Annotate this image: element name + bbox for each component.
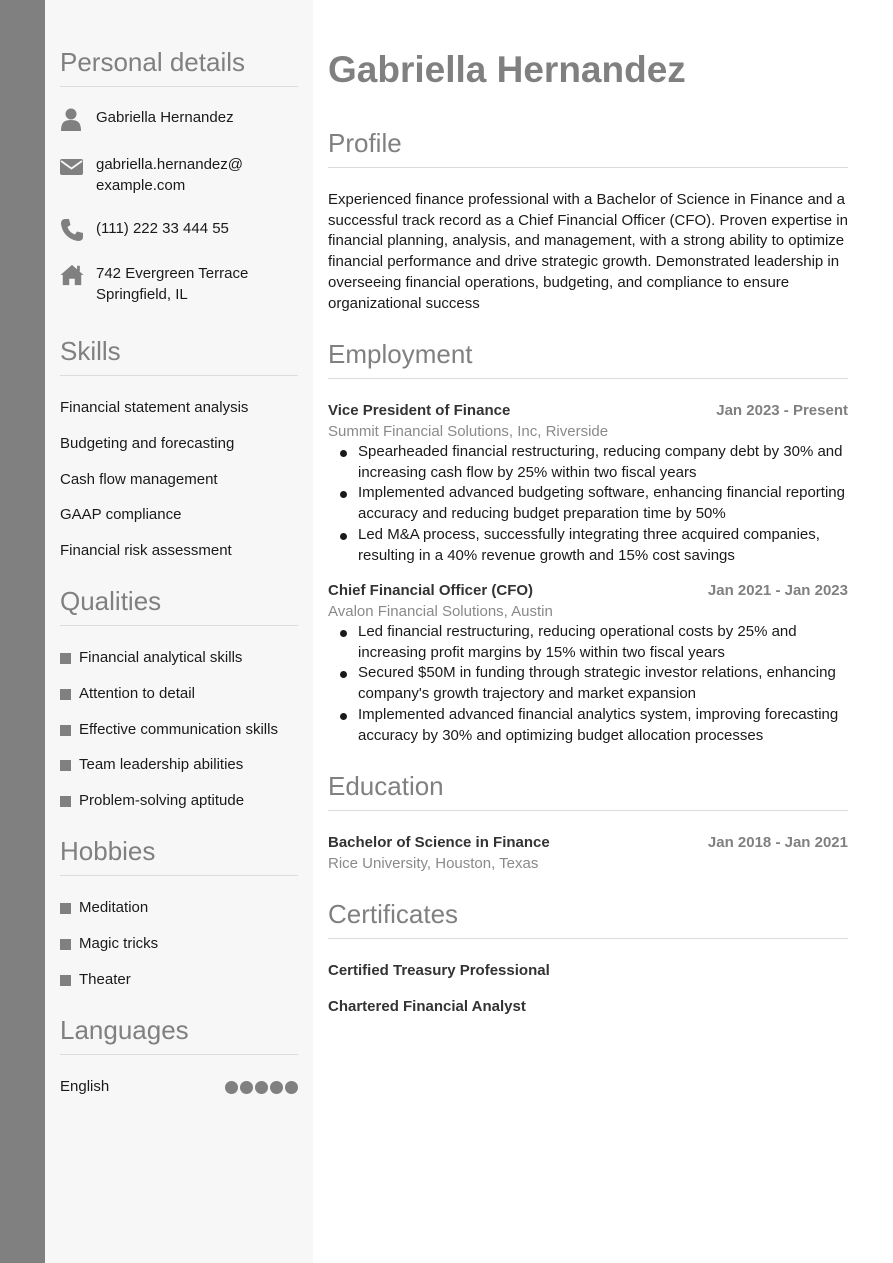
skill-item: Cash flow management: [60, 471, 218, 488]
languages-heading: Languages: [60, 1015, 298, 1055]
qualities-section: [60, 586, 298, 809]
language-level-dot: [255, 1081, 268, 1094]
skill-item: Financial risk assessment: [60, 542, 232, 559]
hobby-item: Meditation: [60, 898, 148, 918]
education-degree: Bachelor of Science in Finance: [328, 834, 550, 851]
skill-item: Financial statement analysis: [60, 399, 249, 416]
contact-email-row: [60, 154, 298, 196]
language-level-dot: [225, 1081, 238, 1094]
job-bullet: Led M&A process, successfully integrating three acquired companies, resulting in a 40% revenue growth and 15% cost savings: [328, 525, 848, 566]
job-bullet: Implemented advanced financial analytics system, improving forecasting accuracy by 30% and optimizing budget allocation processes: [328, 705, 848, 746]
job-org: Summit Financial Solutions, Inc, Riverside: [328, 423, 609, 440]
language-level-dot: [285, 1081, 298, 1094]
languages-section: [60, 1015, 298, 1095]
contact-address: [96, 263, 296, 305]
contact-name-row: [60, 107, 298, 131]
hobbies-heading: Hobbies: [60, 836, 298, 876]
job-dates: Jan 2023 - Present: [716, 402, 848, 419]
accent-stripe: [0, 0, 45, 1263]
job-bullet: Led financial restructuring, reducing operational costs by 25% and increasing profit margins by 15% within two fiscal years: [328, 622, 848, 663]
language-name: English: [60, 1078, 110, 1095]
job-bullet: Spearheaded financial restructuring, reducing company debt by 30% and increasing cash flow by 25% within two fiscal years: [328, 442, 848, 483]
contact-phone-row: [60, 218, 298, 242]
language-level-dot: [270, 1081, 283, 1094]
personal-details-heading: Personal details: [60, 47, 298, 87]
page-title: Gabriella Hernandez: [328, 49, 686, 90]
job-title: Chief Financial Officer (CFO): [328, 582, 534, 599]
contact-address-line1: 742 Evergreen Terrace: [96, 265, 249, 282]
job-title: Vice President of Finance: [328, 402, 511, 419]
envelope-icon: [60, 156, 84, 180]
hobbies-section: [60, 836, 298, 988]
job-org: Avalon Financial Solutions, Austin: [328, 603, 553, 620]
job-bullet: Implemented advanced budgeting software, enhancing financial reporting accuracy and reducing budget preparation time by 50%: [328, 483, 848, 524]
job-dates: Jan 2021 - Jan 2023: [707, 582, 848, 599]
hobby-item: Magic tricks: [60, 934, 158, 954]
skill-item: Budgeting and forecasting: [60, 435, 235, 452]
language-level-dot: [240, 1081, 253, 1094]
quality-item: Attention to detail: [60, 684, 195, 704]
home-icon: [60, 263, 84, 287]
quality-item: Effective communication skills: [60, 720, 278, 740]
language-row: [60, 1077, 298, 1097]
contact-email-line1: gabriella.hernandez@: [96, 156, 243, 173]
certificates-heading: Certificates: [328, 899, 848, 939]
contact-address-line2: Springfield, IL: [96, 286, 188, 303]
phone-icon: [60, 218, 84, 242]
contact-phone[interactable]: (111) 222 33 444 55: [96, 220, 229, 237]
language-level-rating: [223, 1080, 298, 1094]
contact-email-line2: example.com: [96, 177, 186, 194]
job-bullets: [328, 442, 848, 566]
qualities-heading: Qualities: [60, 586, 298, 626]
certificate-item: Certified Treasury Professional: [328, 962, 550, 979]
education-dates: Jan 2018 - Jan 2021: [707, 834, 848, 851]
user-icon: [60, 107, 84, 131]
contact-email[interactable]: [96, 154, 296, 196]
quality-item: Financial analytical skills: [60, 648, 242, 668]
skills-heading: Skills: [60, 336, 298, 376]
profile-heading: Profile: [328, 128, 848, 168]
certificate-item: Chartered Financial Analyst: [328, 998, 526, 1015]
quality-item: Problem-solving aptitude: [60, 791, 244, 811]
profile-text: Experienced finance professional with a Bachelor of Science in Finance and a successful track record as a Chief Financial Officer (CFO). Proven expertise in financial planning, analysis, and management, with a strong ability to optimize financial performance and drive strategic growth. Demonstrated leadership in overseeing financial operations, budgeting, and compliance to ensure organizational success: [328, 191, 848, 312]
skills-section: [60, 336, 298, 559]
personal-details-section: [60, 47, 298, 303]
job-bullets: [328, 622, 848, 746]
job-bullet: Secured $50M in funding through strategic investor relations, enhancing company's growth trajectory and market expansion: [328, 663, 848, 704]
skill-item: GAAP compliance: [60, 506, 182, 523]
contact-name: Gabriella Hernandez: [96, 109, 234, 126]
quality-item: Team leadership abilities: [60, 755, 243, 775]
education-school: Rice University, Houston, Texas: [328, 855, 539, 872]
hobby-item: Theater: [60, 970, 131, 990]
education-heading: Education: [328, 771, 848, 811]
employment-heading: Employment: [328, 339, 848, 379]
sidebar: [45, 0, 313, 1263]
contact-address-row: [60, 263, 298, 305]
